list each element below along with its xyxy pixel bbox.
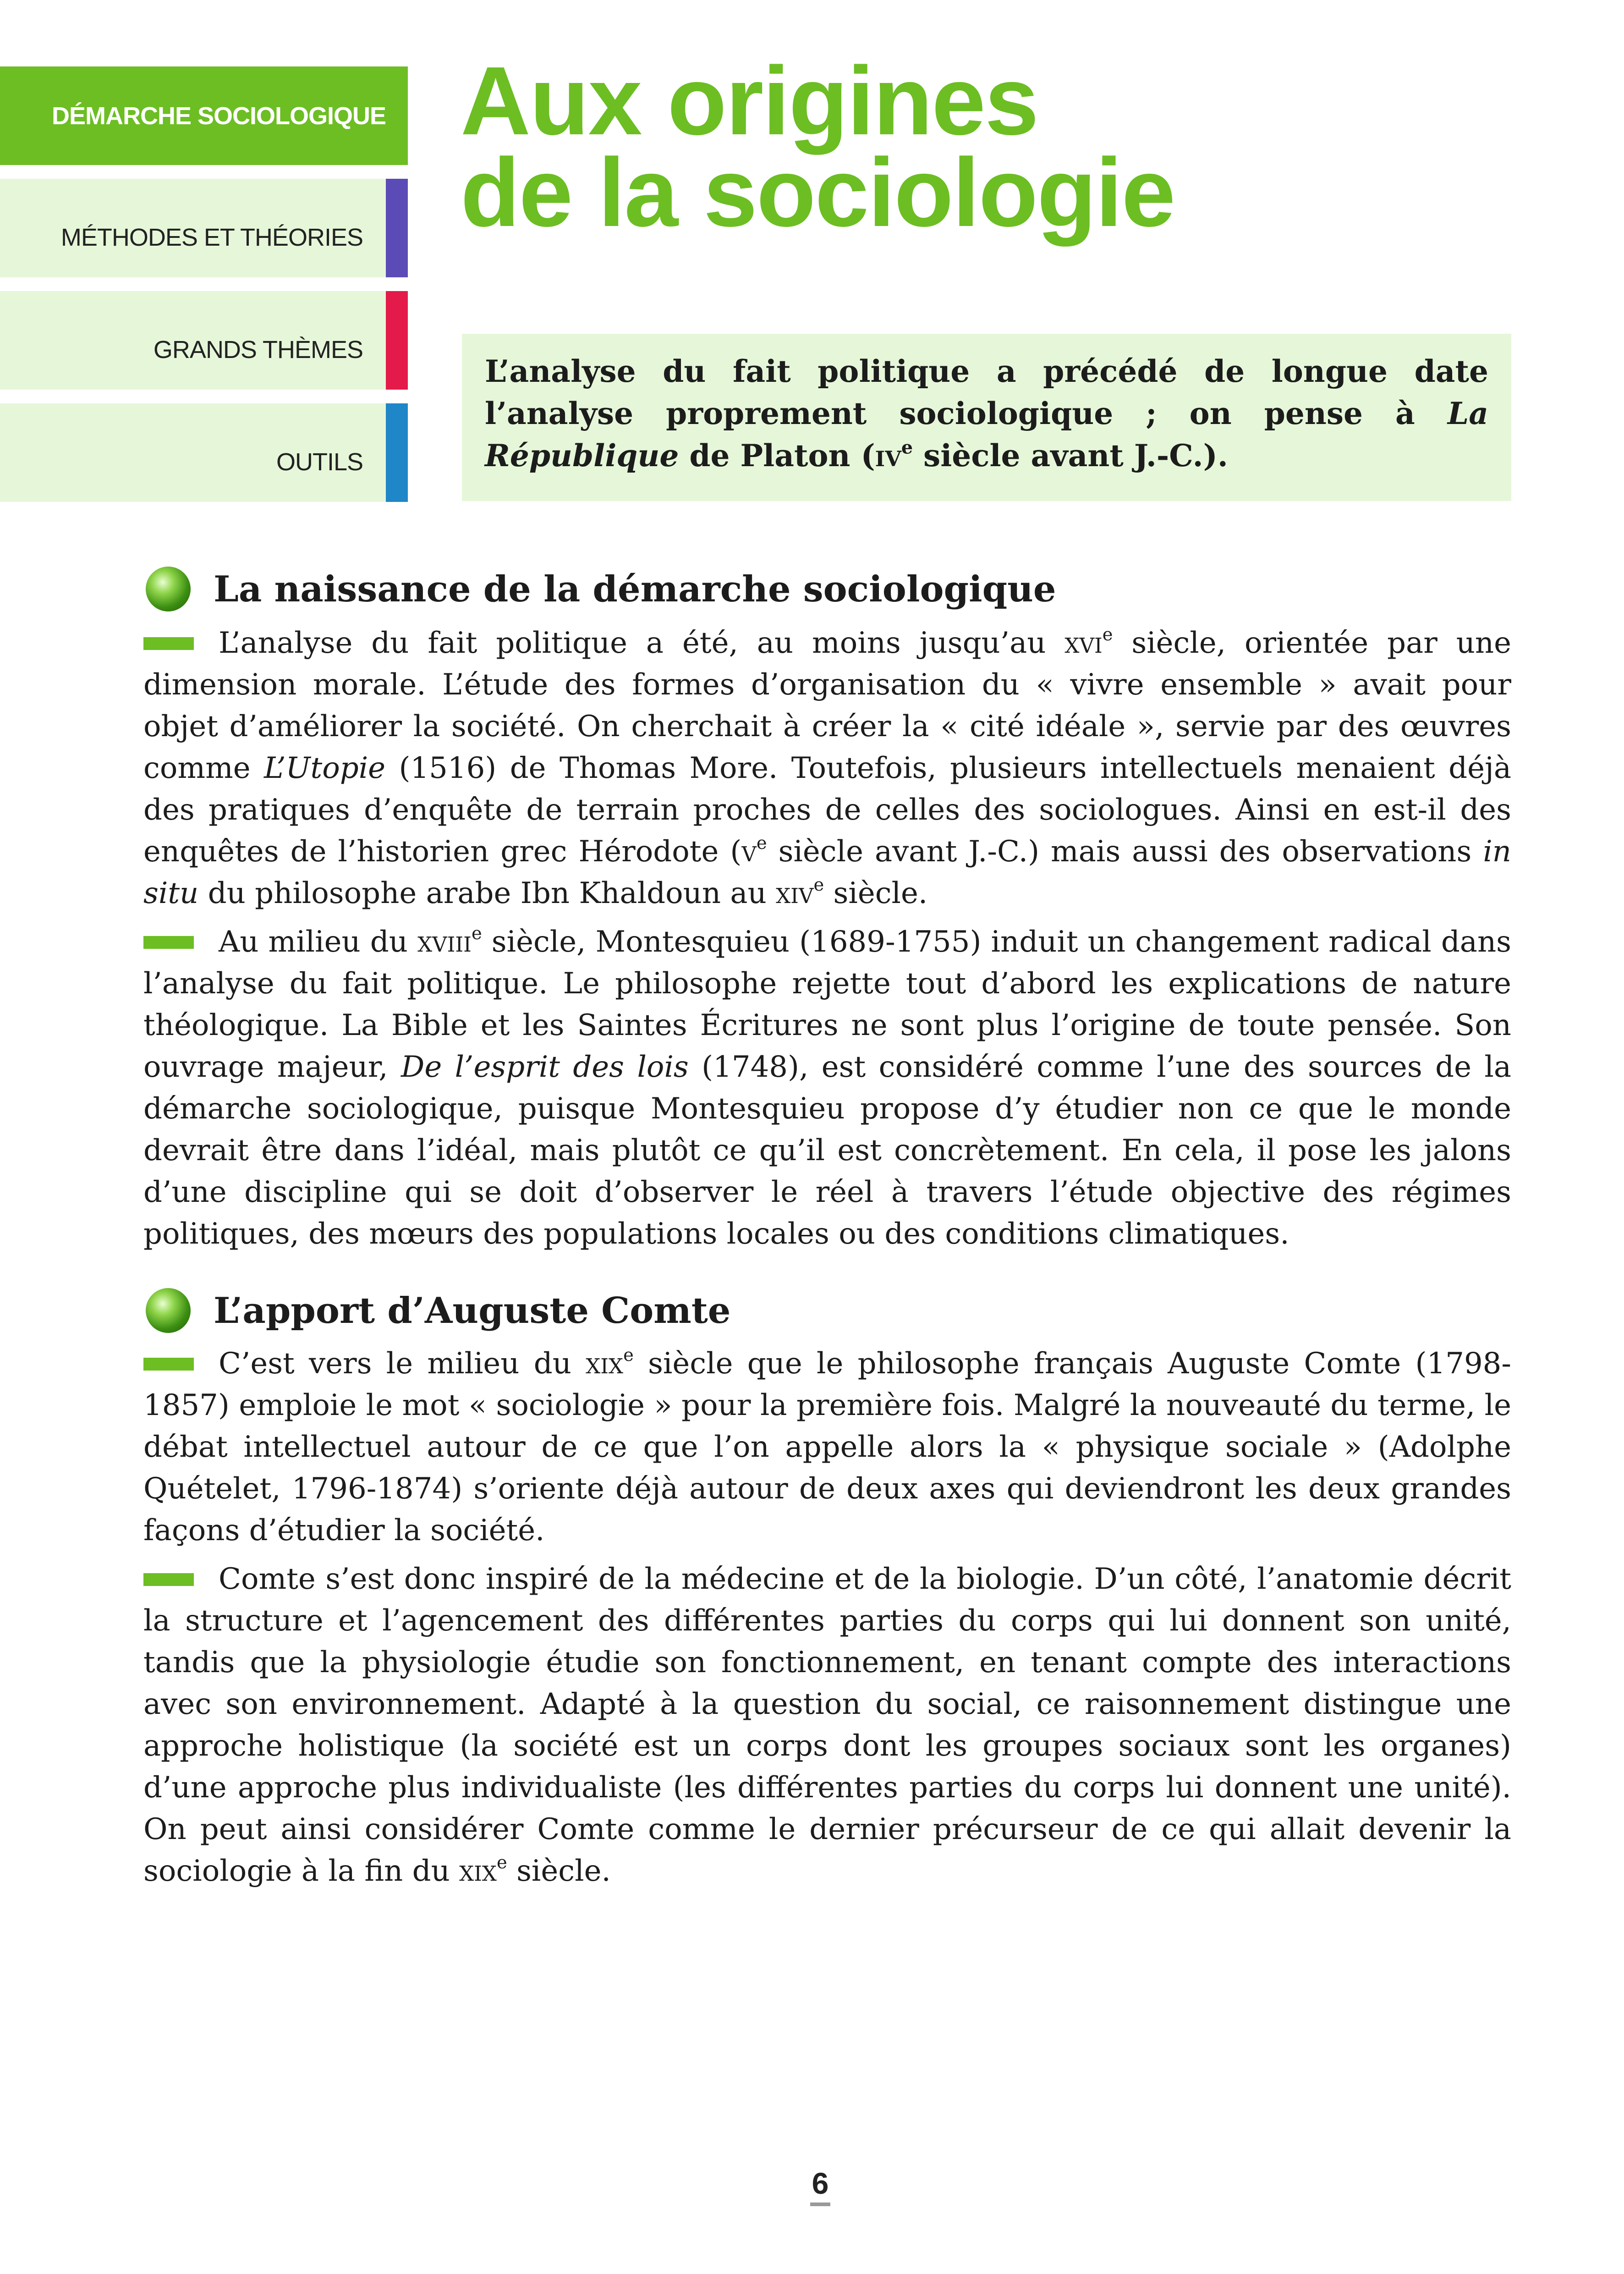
text: L’analyse du fait politique a été, au moins jusqu’au [219,626,1065,660]
section-heading-text: L’apport d’Auguste Comte [214,1289,731,1332]
intro-text: L’analyse du fait politique a précédé de longue date l’analyse proprement sociologique ; on pense à [485,353,1488,431]
superscript: e [623,1345,634,1366]
intro-box [462,334,1511,501]
paragraph [143,1343,1511,1552]
page-number-text: 6 [812,2166,829,2200]
section-heading-text: La naissance de la démarche sociologique [214,568,1056,610]
paragraph-marker [143,1573,194,1586]
tab-label: GRANDS THÈMES [153,336,363,363]
paragraph-marker [143,637,194,650]
intro-text: siècle avant J.-C.). [913,438,1228,474]
section-heading [146,1288,730,1333]
title-line-2: de la sociologie [461,138,1175,247]
paragraph-marker [143,1358,194,1371]
superscript: e [1102,624,1113,645]
book-title: De l’esprit des lois [401,1050,689,1084]
text: du philosophe arabe Ibn Khaldoun au [198,876,776,910]
paragraph-marker [143,936,194,949]
text: (1748), est considéré comme l’une des sources de la démarche sociologique, puisque Montesquieu propose d’y étudier non ce que le monde devrait être dans l’idéal, mais plutôt ce qu’il est concrètement. En cela, il pose les jalons d’une discipline qui se doit d’observer le réel à travers l’étude objective des régimes politiques, des mœurs des populations locales ou des conditions climatiques. [143,1050,1512,1251]
superscript: e [496,1852,507,1873]
text: siècle avant J.-C.) mais aussi des observations [767,835,1483,869]
intro-book-title: La République [485,396,1488,474]
green-sphere-icon [146,567,191,611]
century-numeral: xix [459,1854,497,1888]
text: Comte s’est donc inspiré de la médecine et de la biologie. D’un côté, l’anatomie décrit la structure et l’agencement des différentes parties du corps qui lui donnent son unité, tandis que la physiologie étudie son fonctionnement, en tenant compte des interactions avec son environnement. Adapté à la question du social, ce raisonnement distingue une approche holistique (la société est un corps dont les groupes sociaux sont les organes) d’une approche plus individualiste (les différentes parties du corps lui donnent une unité). On peut ainsi considérer Comte comme le dernier précurseur de ce qui allait devenir la sociologie à la fin du [143,1562,1511,1888]
intro-text: de Platon ( [679,438,875,474]
century-numeral: xviii [417,925,472,959]
paragraph [143,921,1511,1255]
tab-color-bar [386,291,408,390]
century-numeral: xiv [776,876,814,910]
text: (1516) de Thomas More. Toutefois, plusieurs intellectuels menaient déjà des pratiques d’enquête de terrain proches de celles des sociologues. Ainsi en est-il des enquêtes de l’historien grec Hérodote ( [143,751,1512,869]
tab-methodes-et-theories[interactable] [0,179,408,277]
text: C’est vers le milieu du [219,1347,586,1381]
superscript: e [813,875,824,896]
tab-color-bar [386,179,408,277]
title-line-1: Aux origines [461,46,1038,155]
tab-color-bar [386,403,408,502]
text: siècle. [507,1854,611,1888]
tab-outils[interactable] [0,403,408,502]
century-numeral: xix [586,1347,624,1381]
superscript: e [471,923,482,944]
text: siècle que le philosophe français Auguste Comte (1798-1857) emploie le mot « sociologie » pour la première fois. Malgré la nouveauté du terme, le débat intellectuel autour de ce que l’on appelle alors la « physique sociale » (Adolphe Quételet, 1796-1874) s’oriente déjà autour de deux axes qui deviendront les deux grandes façons d’étudier la société. [143,1347,1512,1547]
text: siècle. [824,876,928,910]
century-numeral: iv [875,438,901,474]
text: Au milieu du [219,925,418,959]
superscript: e [756,833,767,854]
superscript: e [901,437,913,458]
italic-term: in situ [143,835,1512,910]
paragraph [143,622,1511,914]
book-title: L’Utopie [264,751,386,785]
text: siècle, orientée par une dimension morale. L’étude des formes d’organisation du « vivre ensemble » avait pour objet d’améliorer la société. On cherchait à créer la « cité idéale », servie par des œuvres comme [143,626,1512,785]
section-heading [146,567,1056,611]
text: siècle, Montesquieu (1689-1755) induit un changement radical dans l’analyse du fait politique. Le philosophe rejette tout d’abord les explications de nature théologique. La Bible et les Saintes Écritures ne sont plus l’origine de toute pensée. Son ouvrage majeur, [143,925,1512,1084]
page-number-underline [810,2202,830,2206]
tab-label: DÉMARCHE SOCIOLOGIQUE [51,102,386,130]
green-sphere-icon [146,1288,191,1333]
tab-grands-themes[interactable] [0,291,408,390]
tab-demarche-sociologique[interactable] [0,66,408,165]
tab-label: MÉTHODES ET THÉORIES [60,223,363,251]
century-numeral: xvi [1064,626,1103,660]
tab-label: OUTILS [276,448,363,476]
century-numeral: v [741,835,757,869]
paragraph [143,1558,1511,1892]
page-number [797,2166,843,2206]
page-title [461,46,1560,247]
